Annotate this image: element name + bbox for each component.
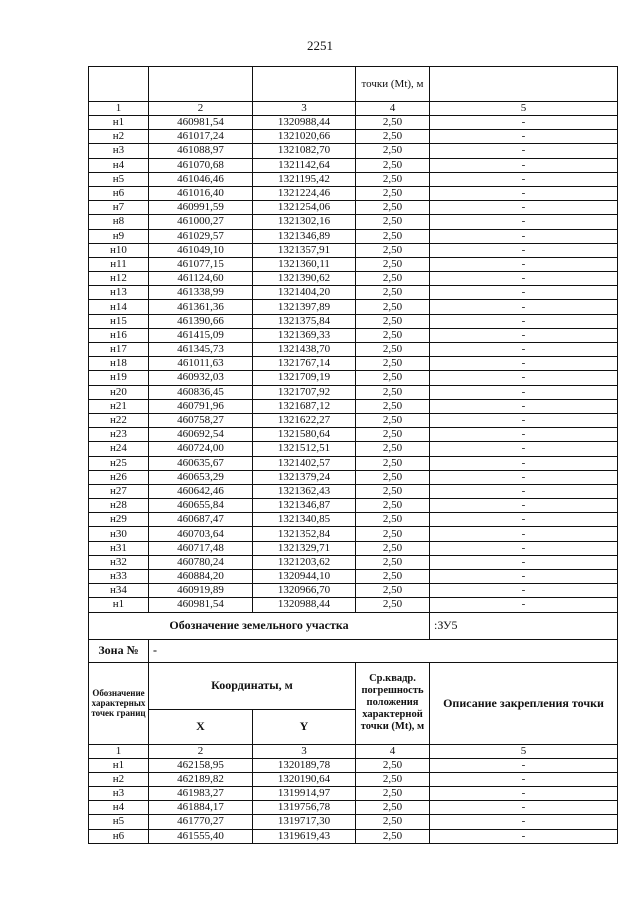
header-coordinates: Координаты, м — [149, 662, 356, 709]
table-row — [89, 598, 618, 612]
header-x: X — [149, 709, 253, 744]
coord-y: 1321580,64 — [253, 428, 356, 442]
coord-x: 460791,96 — [149, 399, 253, 413]
accuracy: 2,50 — [356, 815, 430, 829]
description: - — [430, 456, 618, 470]
coord-y: 1320944,10 — [253, 570, 356, 584]
coord-x: 460635,67 — [149, 456, 253, 470]
point-id: н31 — [89, 541, 149, 555]
coord-y: 1321352,84 — [253, 527, 356, 541]
accuracy: 2,50 — [356, 541, 430, 555]
description: - — [430, 570, 618, 584]
accuracy: 2,50 — [356, 314, 430, 328]
coord-y: 1319717,30 — [253, 815, 356, 829]
coord-x: 461088,97 — [149, 144, 253, 158]
description: - — [430, 758, 618, 772]
point-id: н32 — [89, 555, 149, 569]
accuracy: 2,50 — [356, 555, 430, 569]
table-row — [89, 470, 618, 484]
description: - — [430, 413, 618, 427]
column-numbers-row — [89, 102, 618, 116]
accuracy: 2,50 — [356, 829, 430, 843]
point-id: н26 — [89, 470, 149, 484]
table-row — [89, 357, 618, 371]
table-row — [89, 300, 618, 314]
zone-value: - — [149, 639, 618, 662]
coord-x: 460692,54 — [149, 428, 253, 442]
description: - — [430, 172, 618, 186]
table-row — [89, 428, 618, 442]
col-number: 5 — [430, 102, 618, 116]
accuracy: 2,50 — [356, 428, 430, 442]
description: - — [430, 470, 618, 484]
description: - — [430, 555, 618, 569]
table-row — [89, 513, 618, 527]
coord-y: 1319756,78 — [253, 801, 356, 815]
coord-x: 461345,73 — [149, 343, 253, 357]
accuracy: 2,50 — [356, 272, 430, 286]
col-number: 5 — [430, 744, 618, 758]
point-id: н4 — [89, 801, 149, 815]
coord-y: 1321346,87 — [253, 499, 356, 513]
col-number: 4 — [356, 102, 430, 116]
description: - — [430, 144, 618, 158]
coord-y: 1321390,62 — [253, 272, 356, 286]
point-id: н4 — [89, 158, 149, 172]
table-row — [89, 456, 618, 470]
coord-y: 1320966,70 — [253, 584, 356, 598]
accuracy: 2,50 — [356, 385, 430, 399]
point-id: н13 — [89, 286, 149, 300]
description: - — [430, 243, 618, 257]
description: - — [430, 527, 618, 541]
accuracy: 2,50 — [356, 158, 430, 172]
table-row — [89, 158, 618, 172]
point-id: н5 — [89, 815, 149, 829]
point-id: н29 — [89, 513, 149, 527]
table-row — [89, 584, 618, 598]
accuracy: 2,50 — [356, 399, 430, 413]
point-id: н21 — [89, 399, 149, 413]
description: - — [430, 484, 618, 498]
coord-y: 1321254,06 — [253, 201, 356, 215]
point-id: н11 — [89, 257, 149, 271]
table-row — [89, 215, 618, 229]
accuracy: 2,50 — [356, 456, 430, 470]
coord-x: 462158,95 — [149, 758, 253, 772]
accuracy: 2,50 — [356, 584, 430, 598]
coord-y: 1320988,44 — [253, 116, 356, 130]
table-row — [89, 527, 618, 541]
description: - — [430, 541, 618, 555]
header-cell-empty — [89, 67, 149, 102]
header-cell-empty — [253, 67, 356, 102]
description: - — [430, 786, 618, 800]
col-number: 2 — [149, 744, 253, 758]
col-number: 3 — [253, 744, 356, 758]
coord-x: 461884,17 — [149, 801, 253, 815]
table-row — [89, 172, 618, 186]
accuracy: 2,50 — [356, 371, 430, 385]
coord-y: 1321402,57 — [253, 456, 356, 470]
accuracy: 2,50 — [356, 201, 430, 215]
parcel-row — [89, 612, 618, 639]
accuracy: 2,50 — [356, 229, 430, 243]
point-id: н25 — [89, 456, 149, 470]
coord-x: 460642,46 — [149, 484, 253, 498]
point-id: н34 — [89, 584, 149, 598]
coord-y: 1321346,89 — [253, 229, 356, 243]
table-row — [89, 371, 618, 385]
description: - — [430, 499, 618, 513]
accuracy: 2,50 — [356, 243, 430, 257]
coord-x: 461046,46 — [149, 172, 253, 186]
coord-x: 461016,40 — [149, 186, 253, 200]
parcel-label: Обозначение земельного участка — [89, 612, 430, 639]
point-id: н30 — [89, 527, 149, 541]
coord-y: 1321709,19 — [253, 371, 356, 385]
point-id: н3 — [89, 144, 149, 158]
accuracy: 2,50 — [356, 758, 430, 772]
coord-y: 1321369,33 — [253, 328, 356, 342]
coord-x: 460836,45 — [149, 385, 253, 399]
table-row — [89, 484, 618, 498]
coord-y: 1321020,66 — [253, 130, 356, 144]
coord-x: 460919,89 — [149, 584, 253, 598]
coord-x: 460653,29 — [149, 470, 253, 484]
description: - — [430, 385, 618, 399]
point-id: н14 — [89, 300, 149, 314]
point-id: н23 — [89, 428, 149, 442]
description: - — [430, 815, 618, 829]
coord-x: 460981,54 — [149, 598, 253, 612]
point-id: н28 — [89, 499, 149, 513]
coord-y: 1321302,16 — [253, 215, 356, 229]
table-row — [89, 829, 618, 843]
table-row — [89, 815, 618, 829]
table-header-continuation — [89, 67, 618, 102]
table-row — [89, 801, 618, 815]
description: - — [430, 215, 618, 229]
table-row — [89, 286, 618, 300]
accuracy: 2,50 — [356, 186, 430, 200]
header-y: Y — [253, 709, 356, 744]
description: - — [430, 357, 618, 371]
point-id: н20 — [89, 385, 149, 399]
point-id: н1 — [89, 758, 149, 772]
point-id: н5 — [89, 172, 149, 186]
description: - — [430, 598, 618, 612]
description: - — [430, 343, 618, 357]
coord-x: 461049,10 — [149, 243, 253, 257]
point-id: н6 — [89, 186, 149, 200]
point-id: н12 — [89, 272, 149, 286]
zone-row — [89, 639, 618, 662]
page-number: 2251 — [307, 38, 333, 53]
point-id: н1 — [89, 116, 149, 130]
point-id: н27 — [89, 484, 149, 498]
description: - — [430, 584, 618, 598]
accuracy: 2,50 — [356, 172, 430, 186]
accuracy: 2,50 — [356, 144, 430, 158]
coord-y: 1321404,20 — [253, 286, 356, 300]
coord-y: 1321767,14 — [253, 357, 356, 371]
table-row — [89, 186, 618, 200]
coord-x: 460780,24 — [149, 555, 253, 569]
table-row — [89, 343, 618, 357]
description: - — [430, 328, 618, 342]
header-accuracy-cont: точки (Mt), м — [356, 67, 430, 102]
coord-x: 461000,27 — [149, 215, 253, 229]
coordinates-table — [88, 66, 618, 844]
header-cell-empty — [149, 67, 253, 102]
coord-x: 461124,60 — [149, 272, 253, 286]
coord-y: 1321142,64 — [253, 158, 356, 172]
coord-x: 460687,47 — [149, 513, 253, 527]
point-id: н22 — [89, 413, 149, 427]
point-id: н9 — [89, 229, 149, 243]
coord-y: 1321397,89 — [253, 300, 356, 314]
coord-x: 461361,36 — [149, 300, 253, 314]
description: - — [430, 442, 618, 456]
description: - — [430, 371, 618, 385]
coord-y: 1319914,97 — [253, 786, 356, 800]
table-row — [89, 442, 618, 456]
coord-x: 461070,68 — [149, 158, 253, 172]
coord-y: 1321357,91 — [253, 243, 356, 257]
coord-y: 1321224,46 — [253, 186, 356, 200]
description: - — [430, 829, 618, 843]
table-row — [89, 786, 618, 800]
accuracy: 2,50 — [356, 357, 430, 371]
coord-x: 461017,24 — [149, 130, 253, 144]
description: - — [430, 257, 618, 271]
accuracy: 2,50 — [356, 442, 430, 456]
coord-y: 1321082,70 — [253, 144, 356, 158]
coord-y: 1321622,27 — [253, 413, 356, 427]
table-row — [89, 144, 618, 158]
table-row — [89, 758, 618, 772]
accuracy: 2,50 — [356, 513, 430, 527]
description: - — [430, 772, 618, 786]
header-accuracy: Ср.квадр. погрешность положения характерной точки (Mt), м — [356, 662, 430, 744]
coord-y: 1320189,78 — [253, 758, 356, 772]
accuracy: 2,50 — [356, 772, 430, 786]
coord-x: 460724,00 — [149, 442, 253, 456]
col-number: 1 — [89, 744, 149, 758]
coord-x: 460758,27 — [149, 413, 253, 427]
table-row — [89, 243, 618, 257]
column-numbers-row — [89, 744, 618, 758]
table-row — [89, 272, 618, 286]
accuracy: 2,50 — [356, 257, 430, 271]
point-id: н10 — [89, 243, 149, 257]
accuracy: 2,50 — [356, 470, 430, 484]
table-row — [89, 499, 618, 513]
table-row — [89, 201, 618, 215]
coord-y: 1321195,42 — [253, 172, 356, 186]
coord-x: 460717,48 — [149, 541, 253, 555]
point-id: н17 — [89, 343, 149, 357]
coord-x: 462189,82 — [149, 772, 253, 786]
table-row — [89, 541, 618, 555]
header-cell-empty — [430, 67, 618, 102]
coord-y: 1319619,43 — [253, 829, 356, 843]
coord-x: 461029,57 — [149, 229, 253, 243]
coord-y: 1321379,24 — [253, 470, 356, 484]
description: - — [430, 186, 618, 200]
point-id: н2 — [89, 772, 149, 786]
point-id: н2 — [89, 130, 149, 144]
accuracy: 2,50 — [356, 116, 430, 130]
coord-y: 1321512,51 — [253, 442, 356, 456]
coord-x: 460991,59 — [149, 201, 253, 215]
table-row — [89, 314, 618, 328]
coord-x: 461390,66 — [149, 314, 253, 328]
accuracy: 2,50 — [356, 286, 430, 300]
point-id: н3 — [89, 786, 149, 800]
accuracy: 2,50 — [356, 300, 430, 314]
description: - — [430, 286, 618, 300]
header-points: Обозначение характерных точек границ — [89, 662, 149, 744]
description: - — [430, 513, 618, 527]
accuracy: 2,50 — [356, 484, 430, 498]
table-row — [89, 229, 618, 243]
point-id: н7 — [89, 201, 149, 215]
accuracy: 2,50 — [356, 130, 430, 144]
coord-y: 1321707,92 — [253, 385, 356, 399]
description: - — [430, 201, 618, 215]
coord-x: 461415,09 — [149, 328, 253, 342]
description: - — [430, 428, 618, 442]
accuracy: 2,50 — [356, 598, 430, 612]
coord-y: 1321687,12 — [253, 399, 356, 413]
point-id: н24 — [89, 442, 149, 456]
coord-x: 460884,20 — [149, 570, 253, 584]
description: - — [430, 801, 618, 815]
description: - — [430, 300, 618, 314]
zone-label: Зона № — [89, 639, 149, 662]
accuracy: 2,50 — [356, 328, 430, 342]
accuracy: 2,50 — [356, 215, 430, 229]
coord-y: 1320988,44 — [253, 598, 356, 612]
description: - — [430, 272, 618, 286]
description: - — [430, 158, 618, 172]
table-row — [89, 257, 618, 271]
point-id: н18 — [89, 357, 149, 371]
point-id: н1 — [89, 598, 149, 612]
point-id: н6 — [89, 829, 149, 843]
col-number: 4 — [356, 744, 430, 758]
table-row — [89, 413, 618, 427]
header-description: Описание закрепления точки — [430, 662, 618, 744]
accuracy: 2,50 — [356, 570, 430, 584]
coord-x: 461011,63 — [149, 357, 253, 371]
coord-x: 461338,99 — [149, 286, 253, 300]
description: - — [430, 130, 618, 144]
accuracy: 2,50 — [356, 343, 430, 357]
col-number: 1 — [89, 102, 149, 116]
accuracy: 2,50 — [356, 499, 430, 513]
coord-x: 461555,40 — [149, 829, 253, 843]
col-number: 3 — [253, 102, 356, 116]
point-id: н8 — [89, 215, 149, 229]
table-row — [89, 399, 618, 413]
coord-x: 460981,54 — [149, 116, 253, 130]
table2-header — [89, 662, 618, 709]
point-id: н15 — [89, 314, 149, 328]
coord-x: 461983,27 — [149, 786, 253, 800]
description: - — [430, 399, 618, 413]
parcel-value: :ЗУ5 — [430, 612, 618, 639]
coord-y: 1321438,70 — [253, 343, 356, 357]
coord-y: 1321340,85 — [253, 513, 356, 527]
coord-y: 1321360,11 — [253, 257, 356, 271]
coord-y: 1320190,64 — [253, 772, 356, 786]
accuracy: 2,50 — [356, 527, 430, 541]
point-id: н16 — [89, 328, 149, 342]
coord-y: 1321203,62 — [253, 555, 356, 569]
coord-x: 460655,84 — [149, 499, 253, 513]
coord-y: 1321329,71 — [253, 541, 356, 555]
coord-x: 461077,15 — [149, 257, 253, 271]
description: - — [430, 116, 618, 130]
point-id: н19 — [89, 371, 149, 385]
table-row — [89, 328, 618, 342]
coord-y: 1321362,43 — [253, 484, 356, 498]
table-row — [89, 385, 618, 399]
coord-x: 460703,64 — [149, 527, 253, 541]
col-number: 2 — [149, 102, 253, 116]
table-row — [89, 570, 618, 584]
description: - — [430, 229, 618, 243]
accuracy: 2,50 — [356, 413, 430, 427]
accuracy: 2,50 — [356, 801, 430, 815]
description: - — [430, 314, 618, 328]
table-row — [89, 555, 618, 569]
table-row — [89, 772, 618, 786]
coord-x: 461770,27 — [149, 815, 253, 829]
table-row — [89, 130, 618, 144]
point-id: н33 — [89, 570, 149, 584]
coord-x: 460932,03 — [149, 371, 253, 385]
accuracy: 2,50 — [356, 786, 430, 800]
coord-y: 1321375,84 — [253, 314, 356, 328]
table-row — [89, 116, 618, 130]
